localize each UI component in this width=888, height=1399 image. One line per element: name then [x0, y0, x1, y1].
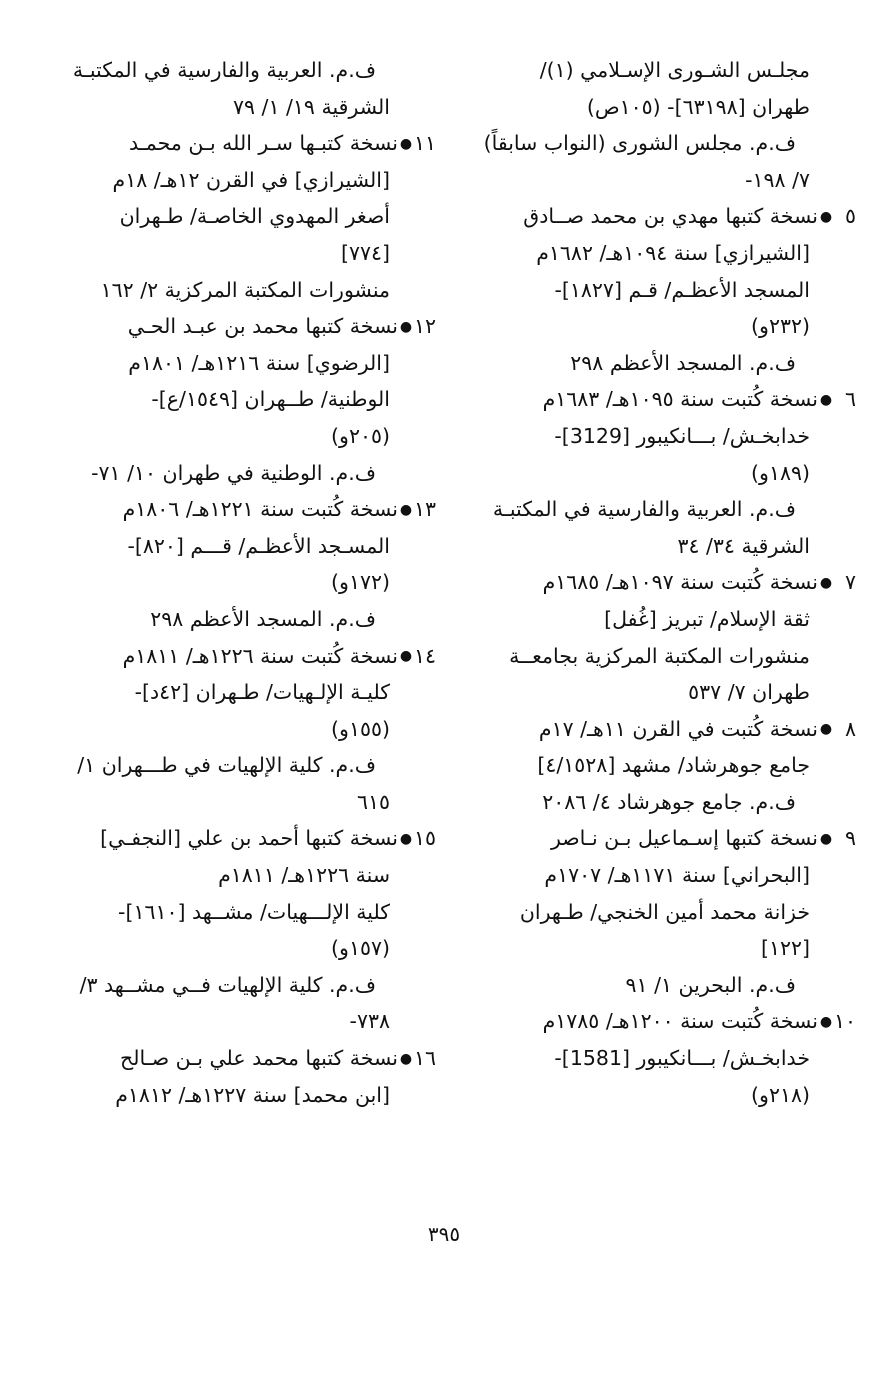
entry-text: خزانة محمد أمين الخنجي/ طـهران	[519, 899, 810, 924]
entry-first-line	[470, 381, 856, 418]
entry-text: نسخة كتبها محمد بن عبـد الحـي	[127, 314, 398, 339]
entry-text: منشورات المكتبة المركزية بجامعــة	[509, 643, 810, 668]
entry-text: نسخة كُتبت سنة ١٢٢٦هـ/ ١٨١١م	[122, 643, 398, 668]
entry-number: ١٠	[833, 1009, 856, 1034]
bullet-icon: ●	[819, 721, 833, 738]
entry-first-line	[78, 308, 436, 345]
entry-line	[470, 747, 810, 784]
bullet-icon: ●	[819, 392, 833, 409]
entry-number: ١٣	[413, 497, 436, 522]
entry-line	[78, 1003, 390, 1040]
entry-text: [١٢٢]	[760, 936, 810, 961]
entry-line	[470, 235, 810, 272]
entry-number: ١٢	[413, 314, 436, 339]
entry-text: خدابخـش/ بـــانكيبور [3129]-	[554, 423, 810, 448]
entry-line	[470, 345, 810, 382]
entry-first-line	[470, 1003, 856, 1040]
entry-text: نسخة كُتبت في القرن ١١هـ/ ١٧م	[538, 716, 818, 741]
entry-line	[78, 711, 390, 748]
entry-text: ف.م. كلية الإلهيات في طـــهران ١/	[77, 753, 376, 778]
entry-line	[78, 674, 390, 711]
entry-line	[470, 967, 810, 1004]
entry-first-line	[470, 711, 856, 748]
entry-line	[470, 418, 810, 455]
entry-text: الشرقية ١٩/ ١/ ٧٩	[233, 94, 390, 119]
entry-line	[78, 272, 390, 309]
entry-line	[78, 601, 390, 638]
entry-text: نسخة كُتبت سنة ١٢٠٠هـ/ ١٧٨٥م	[542, 1009, 818, 1034]
entry-line	[78, 1077, 390, 1114]
bullet-icon: ●	[399, 318, 413, 335]
entry-text: [ابن محمد] سنة ١٢٢٧هـ/ ١٨١٢م	[115, 1082, 390, 1107]
entry-text: منشورات المكتبة المركزية ٢/ ١٦٢	[100, 277, 390, 302]
entry-text: ف.م. كلية الإلهيات فــي مشــهد ٣/	[79, 972, 376, 997]
entry-line	[78, 564, 390, 601]
entry-text: جامع جوهرشاد/ مشهد [٤/١٥٢٨]	[537, 753, 810, 778]
bullet-icon: ●	[819, 575, 833, 592]
entry-line	[470, 894, 810, 931]
entry-text: [الشيرازي] سنة ١٠٩٤هـ/ ١٦٨٢م	[536, 240, 810, 265]
entry-text: ف.م. العربية والفارسية في المكتبـة	[492, 497, 796, 522]
entry-text: نسخة كُتبت سنة ١٠٩٧هـ/ ١٦٨٥م	[542, 570, 818, 595]
entry-line	[78, 528, 390, 565]
entry-text: نسخة كتبها مهدي بن محمد صــادق	[523, 204, 818, 229]
entry-text: [٧٧٤]	[340, 240, 390, 265]
entry-line	[470, 52, 810, 89]
entry-first-line	[78, 1040, 436, 1077]
entry-line	[470, 272, 810, 309]
entry-number: ٩	[844, 826, 856, 851]
entry-line	[78, 235, 390, 272]
right-column	[470, 52, 856, 1113]
entry-text: كليـة الإلـهيات/ طـهران [٤٢د]-	[134, 680, 390, 705]
entry-number: ٨	[844, 716, 856, 741]
entry-first-line	[78, 820, 436, 857]
entry-text: ف.م. البحرين ١/ ٩١	[625, 972, 796, 997]
entry-text: نسخة كُتبت سنة ١٠٩٥هـ/ ١٦٨٣م	[542, 387, 818, 412]
entry-text: (٢٠٥و)	[331, 423, 390, 448]
entry-text: (١٥٥و)	[331, 716, 390, 741]
entry-text: ثقة الإسلام/ تبريز [غُفل]	[604, 606, 810, 631]
entry-first-line	[470, 564, 856, 601]
entry-text: (٢١٨و)	[751, 1082, 810, 1107]
entry-first-line	[470, 820, 856, 857]
entry-line	[78, 381, 390, 418]
entry-text: ف.م. جامع جوهرشاد ٤/ ٢٠٨٦	[542, 789, 796, 814]
entry-text: كلية الإلـــهيات/ مشــهد [١٦١٠]-	[118, 899, 390, 924]
entry-line	[72, 52, 390, 89]
entry-text: ٧٣٨-	[349, 1009, 390, 1034]
entry-text: الشرقية ٣٤/ ٣٤	[677, 533, 810, 558]
entry-text: [البحراني] سنة ١١٧١هـ/ ١٧٠٧م	[544, 863, 810, 888]
entry-first-line	[470, 198, 856, 235]
entry-text: (٢٣٢و)	[751, 314, 810, 339]
bullet-icon: ●	[399, 1050, 413, 1067]
entry-number: ١٤	[413, 643, 436, 668]
entry-text: نسخة كتبها إسـماعيل بـن نـاصر	[550, 826, 818, 851]
entry-text: [الشيرازي] في القرن ١٢هـ/ ١٨م	[112, 167, 390, 192]
entry-text: المسـجد الأعظـم/ قـــم [٨٢٠]-	[127, 533, 390, 558]
entry-text: سنة ١٢٢٦هـ/ ١٨١١م	[218, 863, 390, 888]
bullet-icon: ●	[399, 135, 413, 152]
entry-text: مجلـس الشـورى الإسـلامي (١)/	[539, 58, 810, 82]
entry-text: ف.م. العربية والفارسية في المكتبـة	[72, 58, 376, 82]
page-number: ٣٩٥	[427, 1222, 461, 1246]
entry-first-line	[78, 491, 436, 528]
entry-text: (١٧٢و)	[331, 570, 390, 595]
entry-text: طهران [٦٣١٩٨]- (١٠٥ص)	[586, 94, 810, 119]
entry-line	[470, 638, 810, 675]
entry-text: [الرضوي] سنة ١٢١٦هـ/ ١٨٠١م	[128, 350, 390, 375]
entry-line	[470, 674, 810, 711]
bullet-icon: ●	[819, 209, 833, 226]
entry-number: ١٥	[413, 826, 436, 851]
bullet-icon: ●	[399, 831, 413, 848]
entry-text: ف.م. مجلس الشورى (النواب سابقاً)	[483, 131, 796, 156]
entry-line	[470, 930, 810, 967]
entry-line	[78, 894, 390, 931]
entry-text: ف.م. المسجد الأعظم ٢٩٨	[150, 606, 376, 631]
entry-line	[470, 528, 810, 565]
entry-number: ١١	[413, 131, 436, 156]
entry-number: ٧	[844, 570, 856, 595]
entry-text: ف.م. الوطنية في طهران ١٠/ ٧١-	[91, 460, 376, 485]
entry-number: ١٦	[413, 1046, 436, 1071]
entry-text: خدابخـش/ بـــانكيبور [1581]-	[554, 1046, 810, 1071]
entry-text: ٦١٥	[356, 789, 390, 814]
entry-line	[470, 784, 810, 821]
bullet-icon: ●	[399, 501, 413, 518]
entry-line	[78, 198, 390, 235]
entry-text: المسجد الأعظـم/ قـم [١٨٢٧]-	[554, 277, 810, 302]
entry-line	[470, 1040, 810, 1077]
entry-line	[470, 308, 810, 345]
entry-text: نسخة كتبـها سـر الله بـن محمـد	[129, 131, 398, 156]
entry-text: طهران ٧/ ٥٣٧	[688, 680, 810, 705]
entry-line	[470, 162, 810, 199]
entry-text: (١٨٩و)	[751, 460, 810, 485]
entry-line	[470, 601, 810, 638]
entry-text: نسخة كُتبت سنة ١٢٢١هـ/ ١٨٠٦م	[122, 497, 398, 522]
entry-text: نسخة كتبها أحمد بن علي [النجفـي]	[100, 826, 398, 851]
bullet-icon: ●	[399, 648, 413, 665]
entry-line	[78, 455, 390, 492]
entry-line	[78, 418, 390, 455]
bullet-icon: ●	[819, 1014, 833, 1031]
entry-line	[470, 89, 810, 126]
entry-number: ٥	[844, 204, 856, 229]
entry-line	[78, 345, 390, 382]
entry-text: (١٥٧و)	[331, 936, 390, 961]
entry-text: أصغر المهدوي الخاصـة/ طـهران	[119, 204, 390, 229]
entry-line	[470, 1077, 810, 1114]
entry-text: الوطنية/ طــهران [١٥٤٩/ع]-	[151, 387, 390, 412]
entry-line	[78, 930, 390, 967]
bullet-icon: ●	[819, 831, 833, 848]
entry-line	[78, 747, 390, 784]
entry-line	[78, 89, 390, 126]
entry-number: ٦	[844, 387, 856, 412]
entry-line	[78, 784, 390, 821]
entry-text: ٧/ ١٩٨-	[745, 167, 810, 192]
entry-text: ف.م. المسجد الأعظم ٢٩٨	[570, 350, 796, 375]
left-column	[72, 52, 436, 1113]
entry-line	[470, 125, 810, 162]
entry-line	[78, 967, 390, 1004]
entry-line	[470, 455, 810, 492]
entry-line	[78, 857, 390, 894]
entry-line	[78, 162, 390, 199]
entry-first-line	[78, 125, 436, 162]
entry-line	[470, 857, 810, 894]
entry-first-line	[78, 638, 436, 675]
entry-line	[470, 491, 810, 528]
entry-text: نسخة كتبها محمد علي بـن صـالح	[119, 1046, 398, 1071]
